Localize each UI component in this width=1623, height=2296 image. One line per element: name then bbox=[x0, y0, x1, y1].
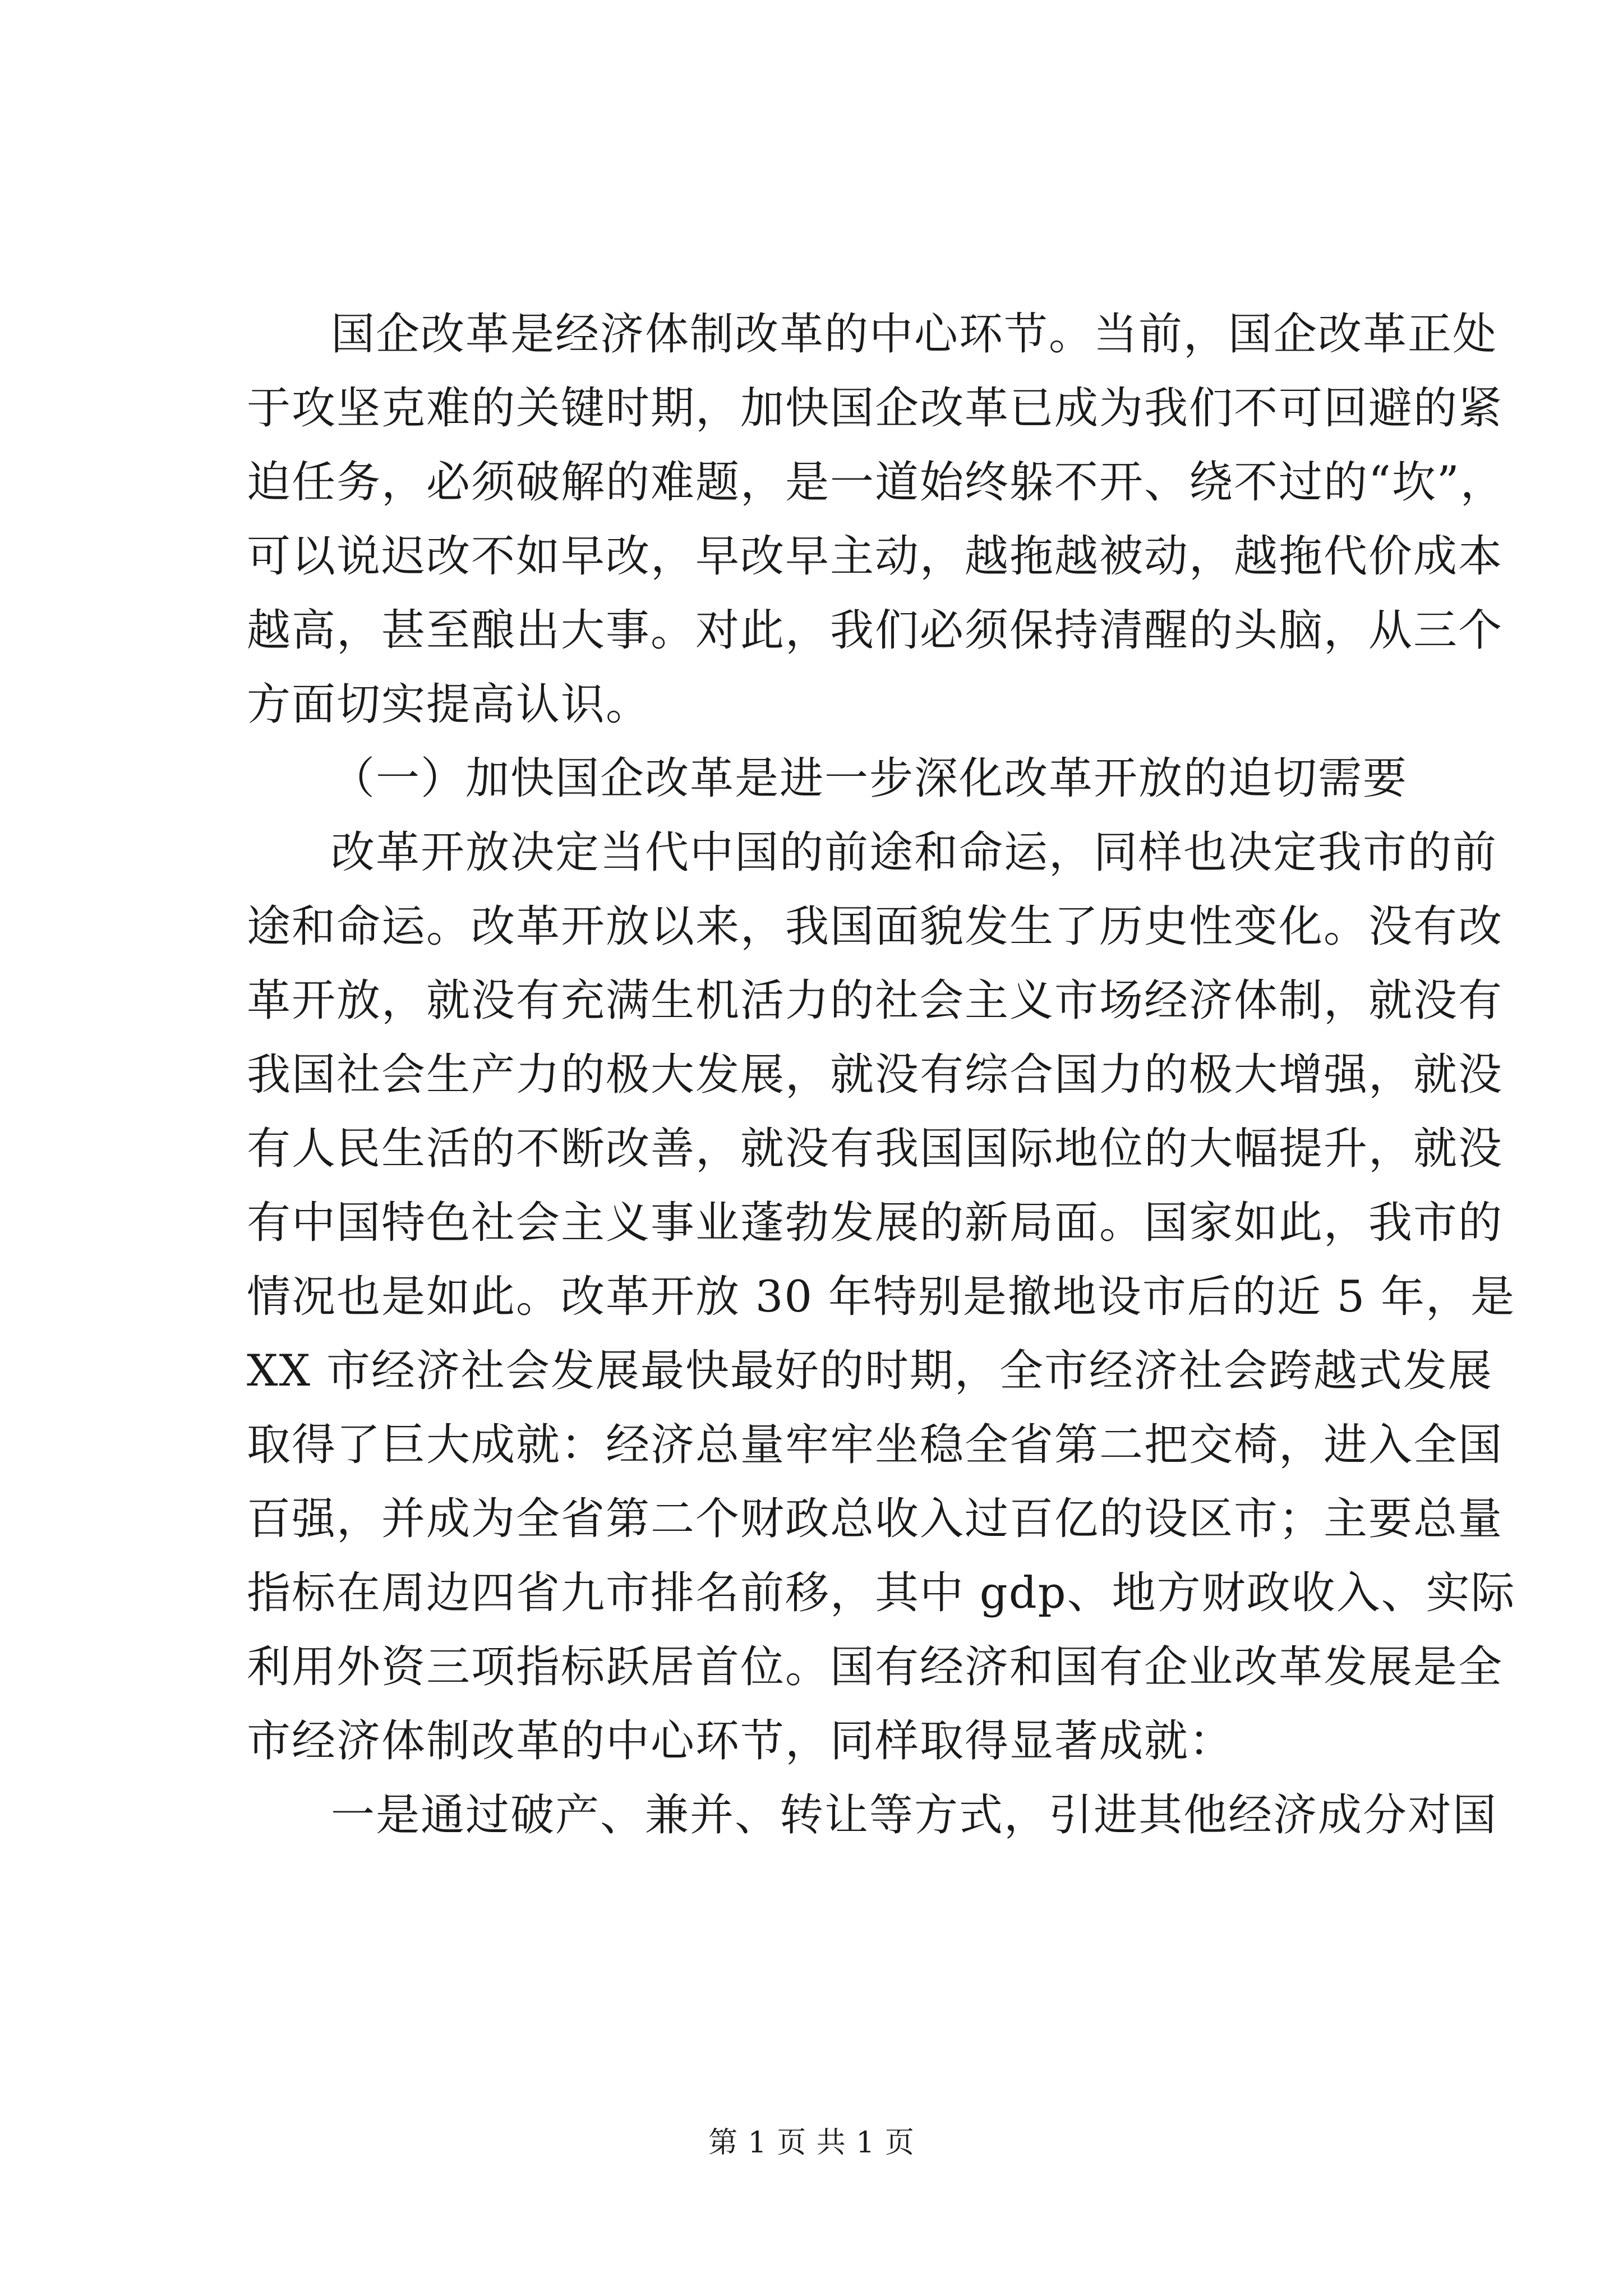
paragraph-line: 于攻坚克难的关键时期，加快国企改革已成为我们不可回避的紧 bbox=[247, 383, 1504, 434]
paragraph-line: 百强，并成为全省第二个财政总收入过百亿的设区市；主要总量 bbox=[247, 1494, 1504, 1544]
paragraph-line: 途和命运。改革开放以来，我国面貌发生了历史性变化。没有改 bbox=[247, 901, 1504, 952]
paragraph-line: 改革开放决定当代中国的前途和命运，同样也决定我市的前 bbox=[331, 827, 1498, 878]
paragraph-line: 有人民生活的不断改善，就没有我国国际地位的大幅提升，就没 bbox=[247, 1124, 1504, 1174]
paragraph-line: 越高，甚至酿出大事。对此，我们必须保持清醒的头脑，从三个 bbox=[247, 605, 1504, 656]
paragraph-line: 方面切实提高认识。 bbox=[247, 679, 651, 730]
paragraph-line: 利用外资三项指标跃居首位。国有经济和国有企业改革发展是全 bbox=[247, 1642, 1504, 1692]
paragraph-line: 指标在周边四省九市排名前移，其中 gdp、地方财政收入、实际 bbox=[247, 1568, 1516, 1618]
paragraph-line: 情况也是如此。改革开放 30 年特别是撤地设市后的近 5 年，是 bbox=[247, 1272, 1516, 1322]
paragraph-line: 我国社会生产力的极大发展，就没有综合国力的极大增强，就没 bbox=[247, 1050, 1504, 1100]
paragraph-line: 革开放，就没有充满生机活力的社会主义市场经济体制，就没有 bbox=[247, 976, 1504, 1026]
paragraph-line: 取得了巨大成就：经济总量牢牢坐稳全省第二把交椅，进入全国 bbox=[247, 1420, 1504, 1470]
paragraph-line: 有中国特色社会主义事业蓬勃发展的新局面。国家如此，我市的 bbox=[247, 1198, 1504, 1248]
paragraph-line: 市经济体制改革的中心环节，同样取得显著成就： bbox=[247, 1716, 1234, 1766]
section-heading: （一）加快国企改革是进一步深化改革开放的迫切需要 bbox=[331, 753, 1408, 804]
paragraph-line: 一是通过破产、兼并、转让等方式，引进其他经济成分对国 bbox=[331, 1790, 1498, 1841]
paragraph-line: 迫任务，必须破解的难题，是一道始终躲不开、绕不过的“坎”， bbox=[247, 457, 1505, 508]
document-body bbox=[247, 297, 1516, 1852]
page-number: 第 1 页 共 1 页 bbox=[708, 2126, 915, 2160]
paragraph-line: 国企改革是经济体制改革的中心环节。当前，国企改革正处 bbox=[331, 309, 1498, 360]
page-footer bbox=[0, 2123, 1623, 2162]
paragraph-line: XX 市经济社会发展最快最好的时期，全市经济社会跨越式发展 bbox=[247, 1346, 1493, 1396]
paragraph-line: 可以说迟改不如早改，早改早主动，越拖越被动，越拖代价成本 bbox=[247, 531, 1504, 582]
